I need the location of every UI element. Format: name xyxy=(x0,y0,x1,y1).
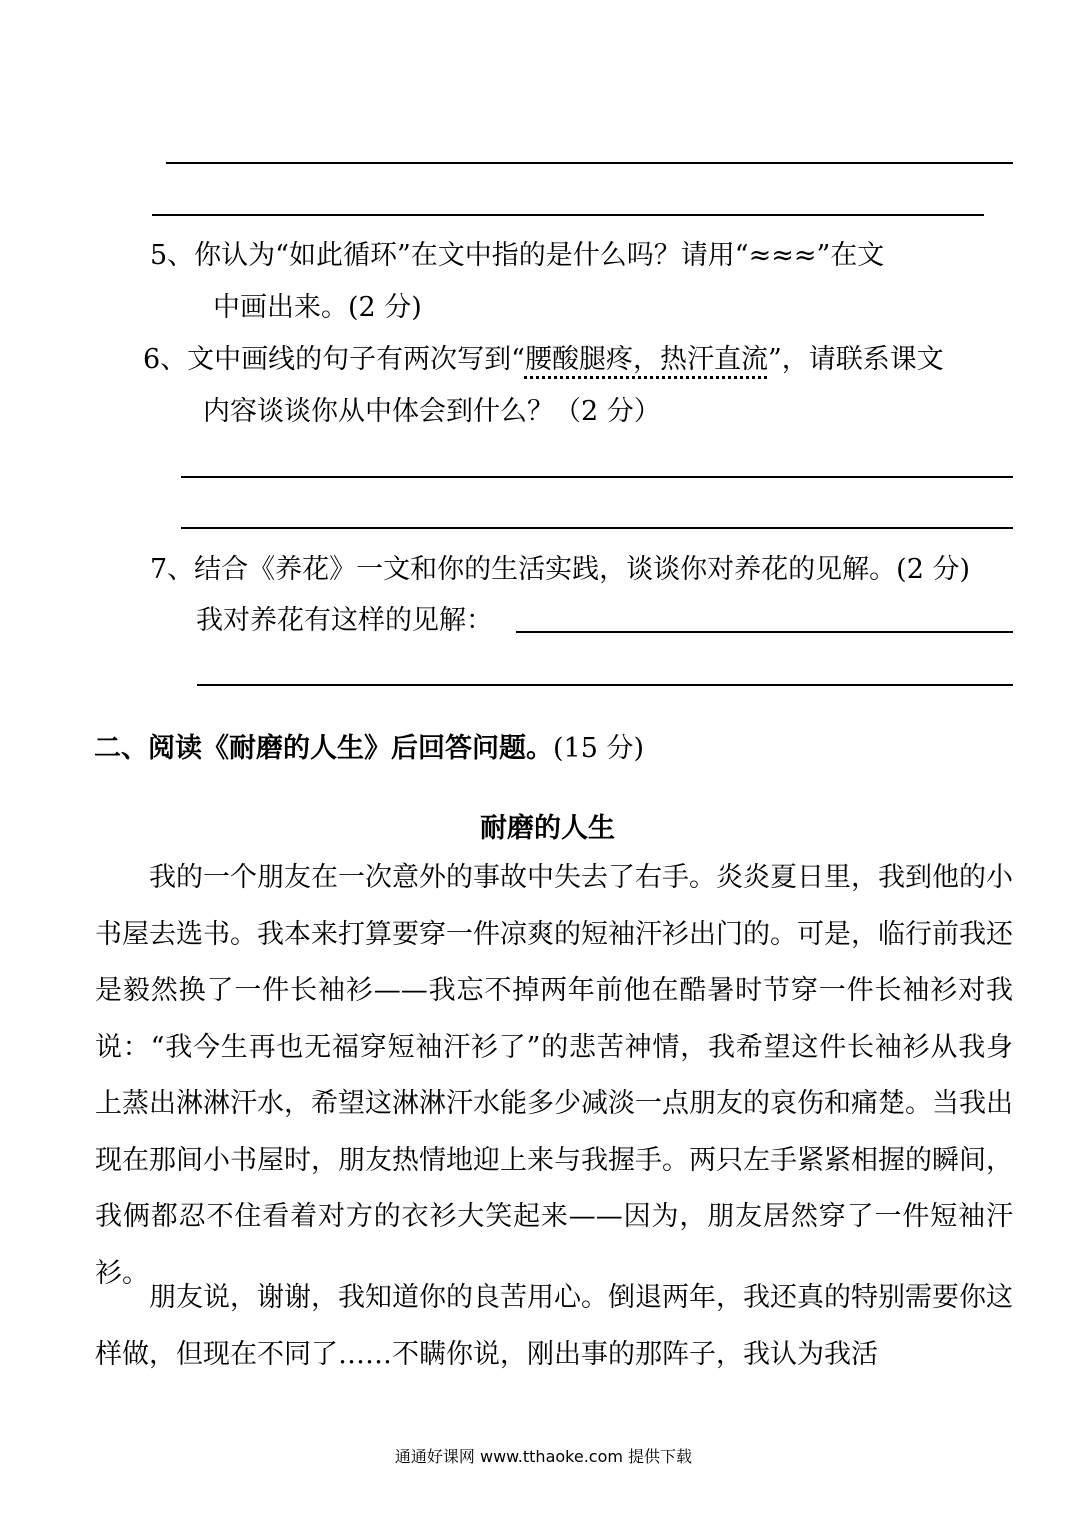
section-heading-text: 二、阅读《耐磨的人生》后回答问题。 xyxy=(94,733,553,764)
question-7-prompt: 我对养花有这样的见解： xyxy=(196,605,493,636)
section-score: (15 分) xyxy=(553,733,645,764)
answer-line xyxy=(166,162,1013,164)
article-paragraph: 我的一个朋友在一次意外的事故中失去了右手。炎炎夏日里，我到他的小书屋去选书。我本来打算要穿一件凉爽的短袖汗衫出门的。可是，临行前我还是毅然换了一件长袖衫——我忘不掉两年前他在酷暑时节穿一件长袖衫对我说：“我今生再也无福穿短袖汗衫了”的悲苦神情，我希望这件长袖衫从我身上蒸出淋淋汗水，希望这淋淋汗水能多少减淡一点朋友的哀伤和痛楚。当我出现在那间小书屋时，朋友热情地迎上来与我握手。两只左手紧紧相握的瞬间，我俩都忍不住看着对方的衣衫大笑起来——因为，朋友居然穿了一件短袖汗衫。 xyxy=(95,862,1013,1289)
question-7-line1: 7、结合《养花》一文和你的生活实践，谈谈你对养花的见解。(2 分) xyxy=(150,554,971,585)
answer-line xyxy=(181,527,1013,529)
question-6-line2: 内容谈谈你从中体会到什么？（2 分） xyxy=(203,396,661,427)
article-paragraph: 朋友说，谢谢，我知道你的良苦用心。倒退两年，我还真的特别需要你这样做，但现在不同了……不瞒你说，刚出事的那阵子，我认为我活 xyxy=(95,1282,1013,1370)
question-6-line1 xyxy=(143,346,944,373)
answer-line xyxy=(181,476,1013,478)
question-5-line2: 中画出来。(2 分) xyxy=(213,292,422,323)
question-6-dotted-quote: 腰酸腿疼，热汗直流 xyxy=(524,344,768,375)
question-5-line1: 5、你认为“如此循环”在文中指的是什么吗？请用“≈≈≈”在文 xyxy=(150,240,885,271)
page-footer: 通通好课网 www.tthaoke.com 提供下载 xyxy=(394,1447,693,1466)
answer-line xyxy=(152,214,984,216)
article-title: 耐磨的人生 xyxy=(480,813,615,844)
question-6-text-after: ”，请联系课文 xyxy=(767,344,944,375)
answer-line xyxy=(516,631,1013,633)
question-6-text-before: 6、文中画线的句子有两次写到“ xyxy=(143,344,525,375)
section-heading xyxy=(94,735,644,762)
answer-line xyxy=(197,684,1013,686)
